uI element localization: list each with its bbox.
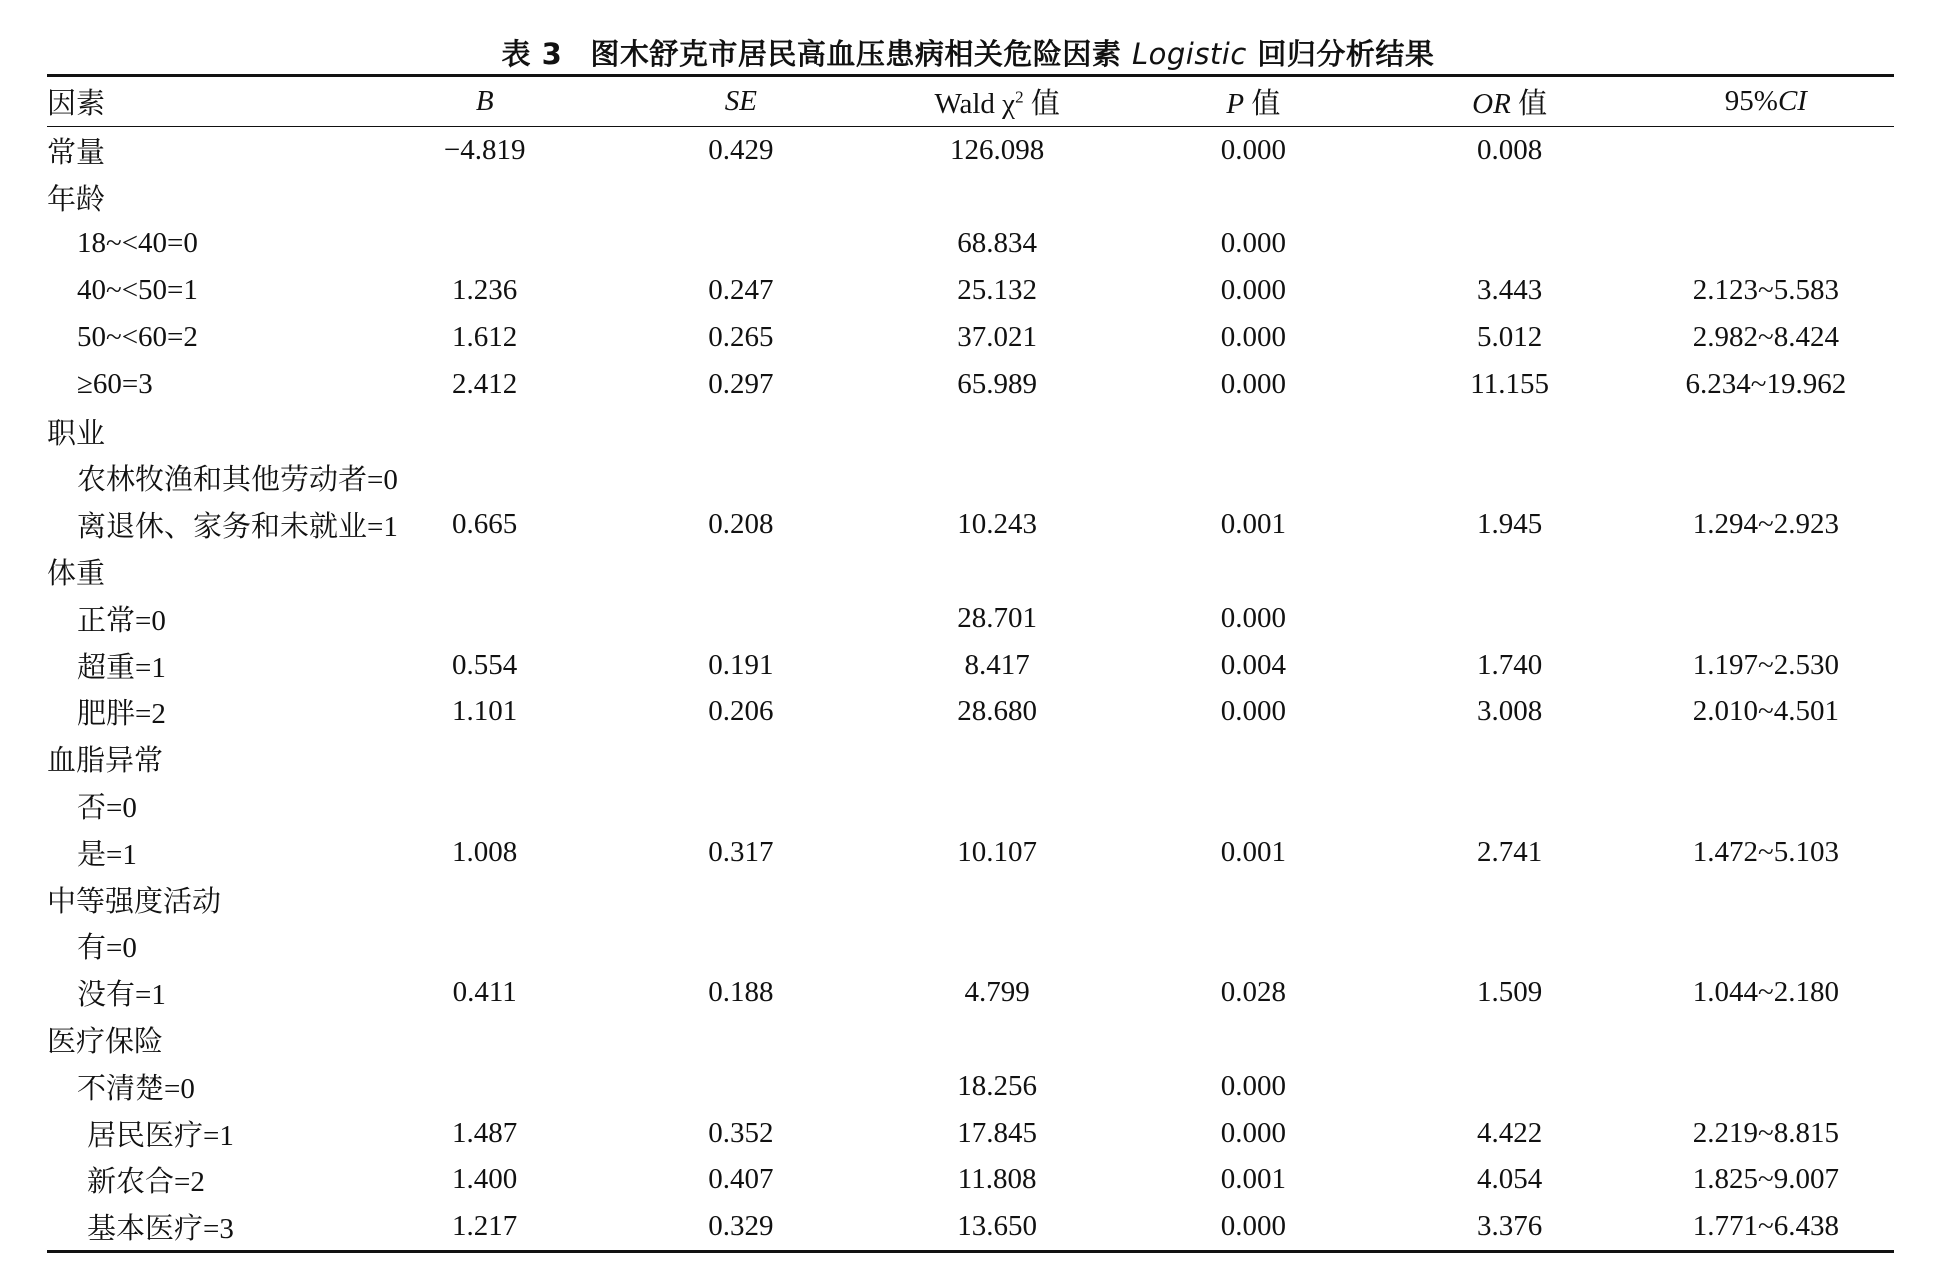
- cell-b: 0.665: [452, 508, 518, 541]
- row-factor: 医疗保险: [47, 1026, 164, 1059]
- table-row: [47, 361, 1894, 408]
- cell-se: [613, 221, 869, 268]
- cell-or: [1382, 408, 1638, 455]
- regression-table: [47, 74, 1894, 1253]
- cell-p: [1125, 876, 1381, 923]
- cell-p: 0.001: [1220, 1163, 1286, 1196]
- cell-or: [1382, 876, 1638, 923]
- cell-p: 0.000: [1220, 1069, 1286, 1102]
- row-factor: 有=0: [77, 932, 137, 965]
- table-row: [47, 408, 1894, 455]
- cell-wald: 8.417: [964, 648, 1030, 681]
- table-body: [47, 127, 1894, 1252]
- cell-or: [1382, 595, 1638, 642]
- cell-ci: [1638, 174, 1894, 221]
- table-title: [0, 32, 1936, 73]
- cell-se: 0.329: [708, 1210, 774, 1243]
- cell-ci: [1638, 127, 1894, 174]
- table-row: [47, 689, 1894, 736]
- header-or: OR 值: [1472, 88, 1548, 120]
- cell-wald: 68.834: [957, 227, 1038, 260]
- row-factor: 体重: [47, 558, 106, 591]
- cell-b: 1.008: [452, 835, 518, 868]
- header-p: P 值: [1226, 88, 1281, 120]
- table-row: [47, 1157, 1894, 1204]
- cell-se: 0.247: [708, 274, 774, 307]
- cell-ci: [1638, 735, 1894, 782]
- table-row: [47, 1063, 1894, 1110]
- cell-wald: [869, 735, 1125, 782]
- row-factor: 离退休、家务和未就业=1: [77, 511, 398, 544]
- cell-b: [357, 923, 613, 970]
- cell-p: 0.000: [1220, 274, 1286, 307]
- cell-p: 0.028: [1220, 976, 1286, 1009]
- cell-b: 2.412: [452, 367, 518, 400]
- cell-or: 3.376: [1476, 1210, 1543, 1243]
- row-factor: 年龄: [47, 183, 106, 216]
- row-factor: 没有=1: [77, 979, 166, 1012]
- cell-se: 0.265: [708, 321, 774, 354]
- cell-p: [1125, 174, 1381, 221]
- cell-or: [1382, 455, 1638, 502]
- row-factor: 基本医疗=3: [87, 1213, 234, 1246]
- header-wald: Wald $\chi^2$ 值: [934, 87, 1060, 120]
- cell-se: [613, 408, 869, 455]
- cell-or: [1382, 923, 1638, 970]
- cell-b: [357, 735, 613, 782]
- cell-ci: 1.771~6.438: [1692, 1210, 1839, 1243]
- table-row: [47, 969, 1894, 1016]
- header-se: SE: [724, 85, 758, 117]
- table-row: [47, 221, 1894, 268]
- cell-se: [613, 876, 869, 923]
- cell-b: [357, 1063, 613, 1110]
- cell-b: [357, 408, 613, 455]
- row-factor: 常量: [47, 136, 106, 169]
- cell-wald: 37.021: [957, 321, 1038, 354]
- table-row: [47, 501, 1894, 548]
- row-factor: 中等强度活动: [47, 885, 222, 918]
- row-factor: 正常=0: [77, 604, 166, 637]
- cell-ci: [1638, 782, 1894, 829]
- header-factor: 因素: [47, 88, 106, 120]
- cell-se: [613, 548, 869, 595]
- cell-ci: 2.219~8.815: [1692, 1116, 1839, 1149]
- cell-p: 0.000: [1220, 133, 1286, 166]
- cell-wald: 17.845: [957, 1116, 1038, 1149]
- cell-ci: 1.294~2.923: [1692, 508, 1839, 541]
- cell-se: [613, 735, 869, 782]
- table-row: [47, 595, 1894, 642]
- cell-or: 0.008: [1476, 133, 1543, 166]
- cell-p: 0.004: [1220, 648, 1286, 681]
- cell-b: 1.101: [452, 695, 518, 728]
- cell-b: 0.411: [452, 976, 517, 1009]
- table-row: [47, 1203, 1894, 1251]
- cell-ci: 1.197~2.530: [1692, 648, 1839, 681]
- cell-ci: [1638, 455, 1894, 502]
- title-text-end: 回归分析结果: [1257, 37, 1435, 71]
- row-factor: 居民医疗=1: [87, 1119, 234, 1152]
- cell-p: [1125, 455, 1381, 502]
- table-header: [47, 76, 1894, 127]
- cell-p: 0.000: [1220, 227, 1286, 260]
- cell-ci: [1638, 548, 1894, 595]
- cell-wald: [869, 548, 1125, 595]
- table-row: [47, 267, 1894, 314]
- cell-p: [1125, 408, 1381, 455]
- cell-p: [1125, 735, 1381, 782]
- cell-p: 0.001: [1220, 508, 1286, 541]
- table-row: [47, 782, 1894, 829]
- cell-p: 0.000: [1220, 367, 1286, 400]
- cell-wald: [869, 876, 1125, 923]
- row-factor: 18~<40=0: [77, 227, 198, 260]
- cell-or: [1382, 1063, 1638, 1110]
- cell-se: 0.297: [708, 367, 774, 400]
- cell-p: 0.001: [1220, 835, 1286, 868]
- cell-b: 1.236: [452, 274, 518, 307]
- cell-or: [1382, 735, 1638, 782]
- cell-ci: 2.010~4.501: [1692, 695, 1839, 728]
- cell-or: 4.054: [1476, 1163, 1543, 1196]
- table-row: [47, 735, 1894, 782]
- cell-or: 4.422: [1476, 1116, 1543, 1149]
- cell-p: [1125, 923, 1381, 970]
- cell-se: 0.407: [708, 1163, 774, 1196]
- cell-wald: 28.680: [957, 695, 1038, 728]
- cell-p: 0.000: [1220, 601, 1286, 634]
- cell-wald: 13.650: [957, 1210, 1038, 1243]
- cell-ci: [1638, 408, 1894, 455]
- cell-wald: [869, 923, 1125, 970]
- cell-wald: [869, 174, 1125, 221]
- row-factor: ≥60=3: [77, 367, 153, 400]
- row-factor: 职业: [47, 417, 106, 450]
- cell-ci: 1.825~9.007: [1692, 1163, 1839, 1196]
- row-factor: 肥胖=2: [77, 698, 166, 731]
- row-factor: 40~<50=1: [77, 274, 198, 307]
- cell-wald: 28.701: [957, 601, 1038, 634]
- cell-or: [1382, 548, 1638, 595]
- cell-or: 1.740: [1476, 648, 1543, 681]
- row-factor: 超重=1: [77, 651, 166, 684]
- table-row: [47, 923, 1894, 970]
- cell-wald: [869, 408, 1125, 455]
- cell-ci: [1638, 923, 1894, 970]
- table-row: [47, 642, 1894, 689]
- cell-or: 11.155: [1470, 367, 1549, 400]
- cell-p: 0.000: [1220, 321, 1286, 354]
- cell-ci: 1.472~5.103: [1692, 835, 1839, 868]
- cell-b: 1.487: [452, 1116, 518, 1149]
- cell-or: [1382, 782, 1638, 829]
- table-row: [47, 127, 1894, 174]
- cell-wald: 18.256: [957, 1069, 1038, 1102]
- row-factor: 50~<60=2: [77, 321, 198, 354]
- table-row: [47, 1110, 1894, 1157]
- table-row: [47, 174, 1894, 221]
- cell-b: 1.400: [452, 1163, 518, 1196]
- cell-p: 0.000: [1220, 695, 1286, 728]
- cell-ci: [1638, 595, 1894, 642]
- table-row: [47, 829, 1894, 876]
- cell-se: [613, 782, 869, 829]
- cell-ci: [1638, 1016, 1894, 1063]
- cell-ci: 2.982~8.424: [1692, 321, 1839, 354]
- cell-b: [357, 1016, 613, 1063]
- cell-wald: 4.799: [964, 976, 1030, 1009]
- cell-se: 0.191: [708, 648, 774, 681]
- cell-b: [357, 174, 613, 221]
- cell-ci: 2.123~5.583: [1692, 274, 1839, 307]
- cell-wald: 126.098: [950, 133, 1045, 166]
- cell-se: 0.206: [708, 695, 774, 728]
- cell-se: [613, 455, 869, 502]
- cell-or: 3.008: [1476, 695, 1543, 728]
- header-ci: 95%CI: [1724, 85, 1807, 117]
- title-text: 图木舒克市居民高血压患病相关危险因素: [590, 37, 1122, 71]
- cell-wald: 10.107: [957, 835, 1038, 868]
- row-factor: 不清楚=0: [77, 1072, 195, 1105]
- cell-or: 2.741: [1476, 835, 1543, 868]
- cell-ci: 1.044~2.180: [1692, 976, 1839, 1009]
- row-factor: 血脂异常: [47, 745, 164, 778]
- cell-ci: [1638, 876, 1894, 923]
- cell-ci: [1638, 1063, 1894, 1110]
- cell-p: [1125, 548, 1381, 595]
- cell-or: 3.443: [1476, 274, 1543, 307]
- cell-b: 1.217: [452, 1210, 518, 1243]
- cell-b: −4.819: [443, 133, 526, 166]
- cell-se: [613, 174, 869, 221]
- cell-se: 0.352: [708, 1116, 774, 1149]
- row-factor: 否=0: [77, 792, 137, 825]
- cell-wald: 65.989: [957, 367, 1038, 400]
- cell-b: [357, 595, 613, 642]
- cell-wald: [869, 782, 1125, 829]
- cell-se: 0.429: [708, 133, 774, 166]
- cell-p: [1125, 782, 1381, 829]
- cell-wald: 25.132: [957, 274, 1038, 307]
- cell-or: [1382, 221, 1638, 268]
- cell-ci: 6.234~19.962: [1685, 367, 1847, 400]
- cell-wald: [869, 1016, 1125, 1063]
- cell-se: 0.188: [708, 976, 774, 1009]
- row-factor: 农林牧渔和其他劳动者=0: [77, 464, 398, 497]
- cell-se: 0.208: [708, 508, 774, 541]
- table-row: [47, 455, 1894, 502]
- cell-p: 0.000: [1220, 1210, 1286, 1243]
- cell-se: [613, 595, 869, 642]
- table-row: [47, 314, 1894, 361]
- cell-p: 0.000: [1220, 1116, 1286, 1149]
- cell-wald: 11.808: [957, 1163, 1037, 1196]
- title-logistic: Logistic: [1131, 37, 1247, 71]
- cell-wald: [869, 455, 1125, 502]
- cell-or: 5.012: [1476, 321, 1543, 354]
- cell-wald: 10.243: [957, 508, 1038, 541]
- header-b: B: [475, 85, 494, 117]
- table-row: [47, 1016, 1894, 1063]
- cell-se: 0.317: [708, 835, 774, 868]
- cell-p: [1125, 1016, 1381, 1063]
- cell-or: [1382, 174, 1638, 221]
- cell-b: [357, 876, 613, 923]
- cell-se: [613, 923, 869, 970]
- cell-b: 1.612: [452, 321, 518, 354]
- cell-or: 1.509: [1476, 976, 1543, 1009]
- cell-se: [613, 1063, 869, 1110]
- cell-se: [613, 1016, 869, 1063]
- cell-b: [357, 548, 613, 595]
- table-row: [47, 548, 1894, 595]
- cell-b: [357, 221, 613, 268]
- row-factor: 是=1: [77, 838, 137, 871]
- cell-b: [357, 782, 613, 829]
- table-number: 表 3: [501, 37, 563, 71]
- cell-or: [1382, 1016, 1638, 1063]
- header-row: [47, 76, 1894, 127]
- cell-b: 0.554: [452, 648, 518, 681]
- cell-ci: [1638, 221, 1894, 268]
- cell-or: 1.945: [1476, 508, 1543, 541]
- row-factor: 新农合=2: [87, 1166, 205, 1199]
- table-row: [47, 876, 1894, 923]
